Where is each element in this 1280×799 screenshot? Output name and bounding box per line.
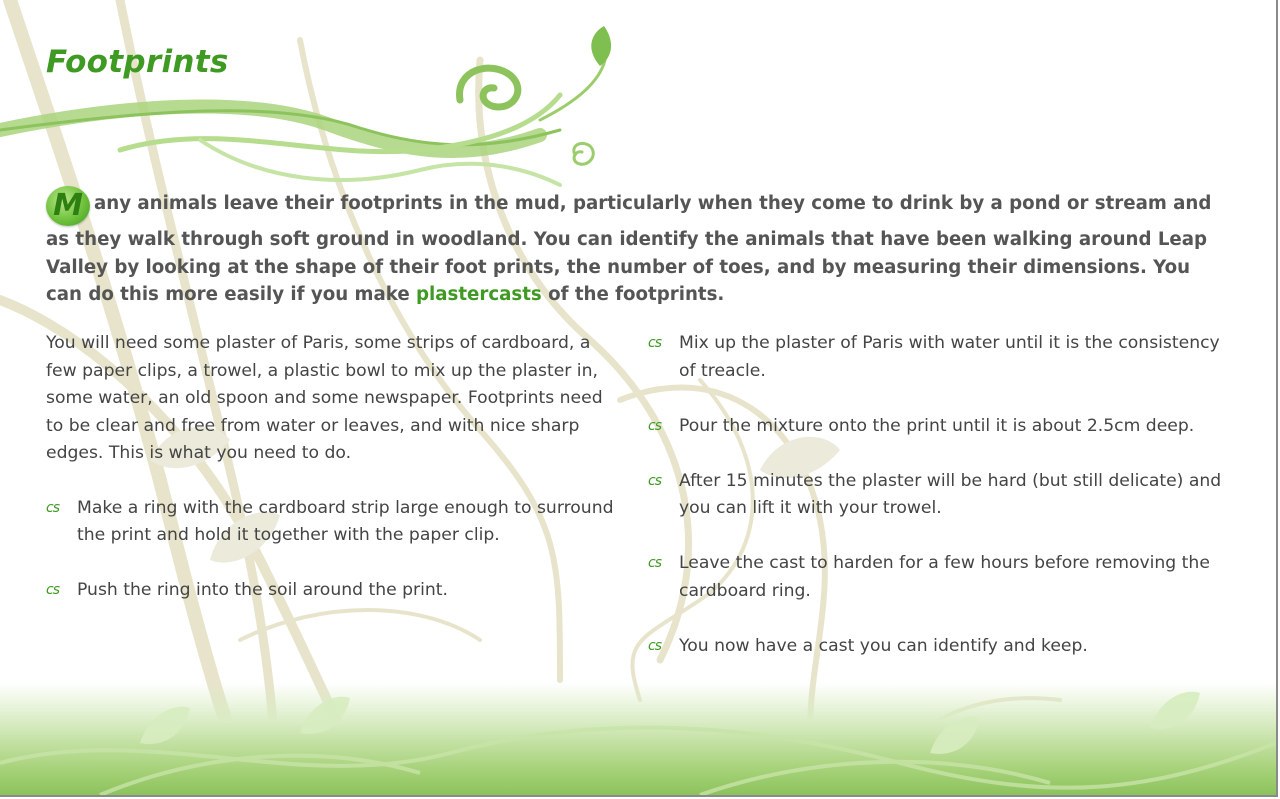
leaf-icon — [930, 717, 980, 754]
step-text: After 15 minutes the plaster will be hard (but still delicate) and you can lift it with your trowel. — [679, 470, 1222, 518]
list-item — [46, 495, 621, 550]
dropcap-badge: M — [46, 186, 90, 226]
list-item — [648, 413, 1238, 441]
list-item — [648, 330, 1238, 385]
bullet-icon: cs — [46, 582, 59, 598]
intro-paragraph — [46, 186, 1226, 309]
list-item — [648, 468, 1238, 523]
intro-highlight: plastercasts — [416, 284, 542, 305]
left-steps-list — [46, 495, 621, 605]
intro-text-end: of the footprints. — [541, 284, 725, 305]
leaf-icon — [140, 707, 190, 744]
leaf-icon — [300, 697, 350, 734]
leaf-icon — [591, 26, 611, 66]
materials-paragraph: You will need some plaster of Paris, some strips of cardboard, a few paper clips, a trowel, a plastic bowl to mix up the plaster in, some water, an old spoon and some newspaper. Footprints need to be clear and free from water or leaves, and with nice sharp edges. This is what you need to do. — [46, 333, 603, 463]
left-column — [46, 330, 621, 632]
footer-vines — [0, 683, 1276, 795]
page-title: Footprints — [46, 44, 229, 80]
bullet-icon: cs — [46, 499, 59, 516]
bullet-icon: cs — [648, 417, 661, 434]
leaf-icon — [1150, 692, 1200, 729]
step-text: Mix up the plaster of Paris with water until it is the consistency of treacle. — [679, 333, 1220, 381]
bullet-icon: cs — [648, 472, 661, 489]
footer-gradient-band — [0, 683, 1276, 795]
step-text: Pour the mixture onto the print until it is about 2.5cm deep. — [679, 415, 1195, 436]
bullet-icon: cs — [648, 555, 661, 571]
intro-text: any animals leave their footprints in the mud, particularly when they come to drink by a pond or stream and as they walk through soft ground in woodland. You can identify the animals that have been walking around Leap Valley by looking at the shape of their foot prints, the number of toes, and by measuring their dimensions. You can do this more easily if you make — [46, 193, 1212, 305]
right-steps-list — [648, 330, 1238, 660]
step-text: Leave the cast to harden for a few hours before removing the cardboard ring. — [679, 553, 1210, 601]
list-item — [648, 550, 1238, 605]
step-text: Push the ring into the soil around the print. — [77, 580, 448, 600]
list-item — [648, 633, 1238, 661]
list-item — [46, 577, 621, 605]
step-text: Make a ring with the cardboard strip large enough to surround the print and hold it together with the paper clip. — [77, 497, 614, 545]
step-text: You now have a cast you can identify and keep. — [679, 635, 1088, 656]
bullet-icon: cs — [648, 335, 661, 351]
bullet-icon: cs — [648, 637, 661, 654]
right-column — [648, 330, 1238, 688]
